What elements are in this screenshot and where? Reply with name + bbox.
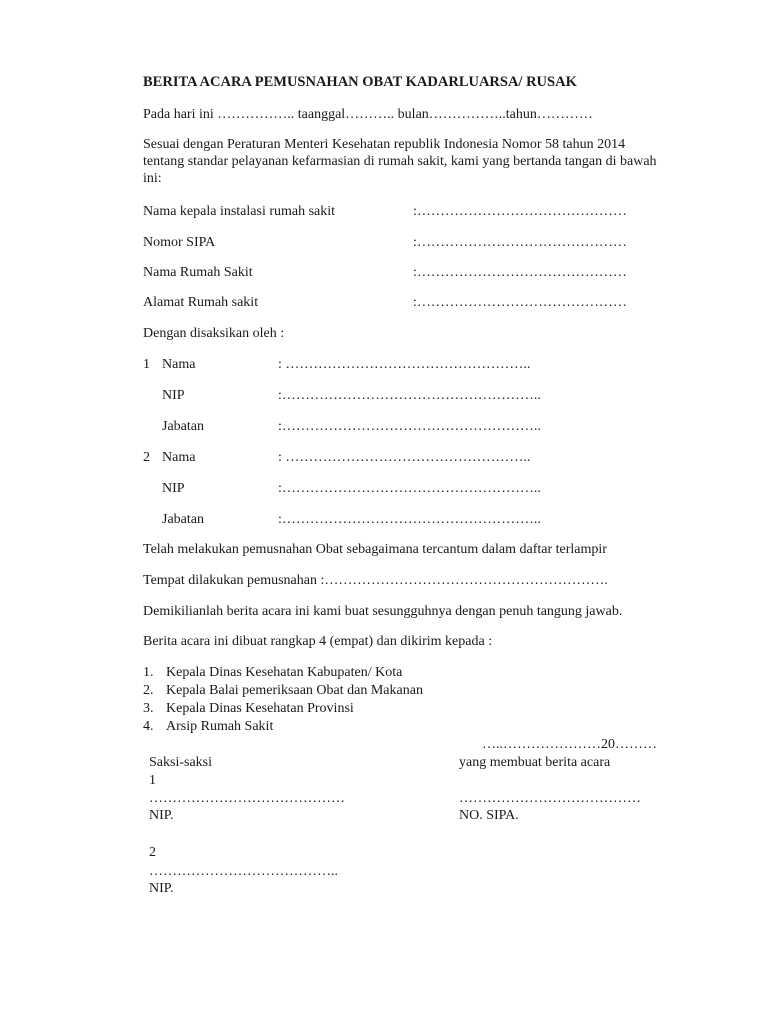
intro-paragraph: Sesuai dengan Peraturan Menteri Kesehatan republik Indonesia Nomor 58 tahun 2014 tentang standar pelayanan kefarmasian di rumah sakit, kami yang bertanda tangan di bawah ini: — [143, 137, 657, 186]
recipient-number: 2. — [143, 683, 154, 698]
witness-2-number: 2 — [149, 845, 156, 860]
witness-2-nip: NIP. — [149, 881, 174, 896]
witness-field-label: NIP — [162, 481, 185, 496]
witness-field-value: :……………………………………………….. — [278, 419, 541, 434]
date-line: Pada hari ini …………….. taanggal……….. bulan……………..tahun………… — [143, 107, 593, 122]
witness-field-value: :……………………………………………….. — [278, 512, 541, 527]
witness-field-label: Nama — [162, 450, 196, 465]
field-label: Nama Rumah Sakit — [143, 265, 253, 280]
witness-field-value: : …………………………………………….. — [278, 450, 531, 465]
closing-line: Demikilianlah berita acara ini kami buat sesungguhnya dengan penuh tangung jawab. — [143, 604, 623, 619]
field-value: :……………………………………… — [413, 204, 627, 219]
field-label: Nama kepala instalasi rumah sakit — [143, 204, 336, 219]
field-label: Alamat Rumah sakit — [143, 295, 259, 310]
copies-line: Berita acara ini dibuat rangkap 4 (empat) dan dikirim kepada : — [143, 634, 493, 649]
witness-1-number: 1 — [149, 773, 156, 788]
witness-number: 2 — [143, 450, 150, 465]
witness-number: 1 — [143, 357, 150, 372]
recipient-number: 3. — [143, 701, 154, 716]
witness-field-label: Jabatan — [162, 512, 204, 527]
recipient-number: 1. — [143, 665, 154, 680]
field-label: Nomor SIPA — [143, 235, 216, 250]
field-value: :……………………………………… — [413, 235, 627, 250]
witness-field-value: :……………………………………………….. — [278, 388, 541, 403]
witness-field-value: : …………………………………………….. — [278, 357, 531, 372]
field-value: :……………………………………… — [413, 295, 627, 310]
witness-1-signature-line: …………………………………… — [149, 791, 345, 806]
signature-date: …..…………………20……… — [482, 737, 657, 752]
witness-field-label: Nama — [162, 357, 196, 372]
witness-1-nip: NIP. — [149, 808, 174, 823]
witnessed-by-line: Dengan disaksikan oleh : — [143, 326, 285, 341]
witness-field-label: NIP — [162, 388, 185, 403]
recipient-item: Kepala Balai pemeriksaan Obat dan Makanan — [166, 683, 423, 698]
recipient-item: Arsip Rumah Sakit — [166, 719, 274, 734]
maker-sipa: NO. SIPA. — [459, 808, 519, 823]
witnesses-label: Saksi-saksi — [149, 755, 212, 770]
witness-field-value: :……………………………………………….. — [278, 481, 541, 496]
witness-2-signature-line: ………………………………….. — [149, 864, 338, 879]
witness-field-label: Jabatan — [162, 419, 204, 434]
statement-line: Telah melakukan pemusnahan Obat sebagaimana tercantum dalam daftar terlampir — [143, 542, 607, 557]
field-value: :……………………………………… — [413, 265, 627, 280]
place-line: Tempat dilakukan pemusnahan :……………………………………………………. — [143, 573, 608, 588]
recipient-number: 4. — [143, 719, 154, 734]
document-title: BERITA ACARA PEMUSNAHAN OBAT KADARLUARSA/ RUSAK — [143, 74, 577, 90]
maker-signature-line: ………………………………… — [459, 791, 641, 806]
maker-label: yang membuat berita acara — [459, 755, 611, 770]
recipient-item: Kepala Dinas Kesehatan Provinsi — [166, 701, 354, 716]
recipient-item: Kepala Dinas Kesehatan Kabupaten/ Kota — [166, 665, 403, 680]
